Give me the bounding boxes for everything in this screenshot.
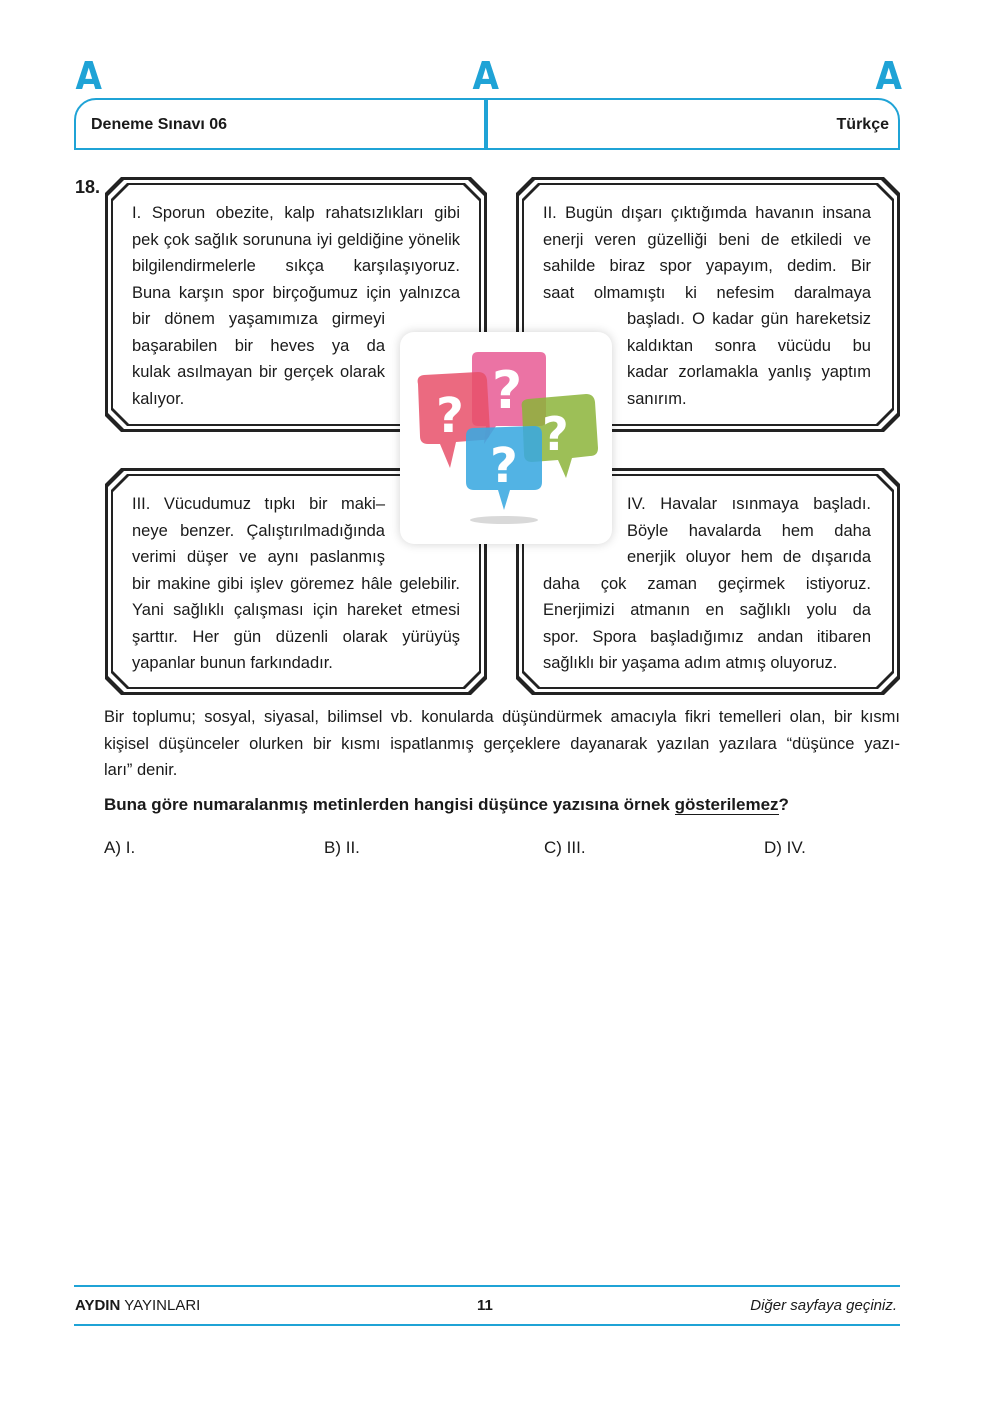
question-mark-green: ? — [542, 407, 569, 461]
choice-c[interactable]: C) III. — [544, 838, 586, 857]
question-prompt: Buna göre numaralanmış metinlerden hangisi düşünce yazısına örnek gösterilemez? — [104, 795, 789, 814]
question-mark-red: ? — [436, 388, 464, 444]
speech-bubbles-icon — [400, 332, 612, 544]
subject-title: Türkçe — [836, 116, 889, 133]
header-left-box — [74, 98, 486, 150]
booklet-letter-right: A — [875, 54, 902, 98]
text-1: I. Sporun obezite, kalp rahatsızlıkları gibi pek çok sağlık sorununa iyi geldiğine yönelik bilgilendirmelerle sıkça karşılaşıyoruz. Buna karşın spor birçoğumuz için yalnızca bir dönem yaşamımıza girmeyi başarabilen bir heves ya da kulak asılmayan bir gerçek olarak kalıyor. — [132, 204, 460, 408]
choice-d[interactable]: D) IV. — [764, 838, 806, 857]
page-number: 11 — [477, 1297, 493, 1314]
publisher-name: AYDIN YAYINLARI — [75, 1297, 201, 1314]
booklet-letter-left: A — [75, 54, 102, 98]
text-2: II. Bugün dışarı çıktığımda havanın insana enerji veren güzelliği beni de etkiledi ve sahilde biraz spor yapayım, dedim. Bir saat olmamıştı ki nefesim daralmaya başladı. O kadar gün hareketsiz kaldıktan sonra vücüdu bu kadar zorlamakla yanlış yaptım sanırım. — [543, 204, 871, 408]
header-right-box — [486, 98, 900, 150]
choice-b[interactable]: B) II. — [324, 838, 360, 857]
prompt-emphasis: gösterilemez — [674, 795, 779, 814]
question-mark-blue: ? — [490, 438, 518, 494]
text-3: III. Vücudumuz tıpkı bir maki– neye benzer. Çalıştırılmadığında verimi düşer ve aynı paslanmış bir makine gibi işlev göremez hâle gelebilir. Yani sağlıklı çalışması için hareket etmesi şarttır. Her gün düzenli olarak yürüyüş yapanlar bunun farkındadır. — [132, 495, 460, 672]
question-mark-pink: ? — [492, 361, 523, 421]
definition-paragraph: Bir toplumu; sosyal, siyasal, bilimsel vb. konularda düşündürmek amacıyla fikri temelleri olan, bir kısmı kişisel düşünceler olurken bir kısmı ispatlanmış gerçeklere dayanarak yazılan yazılara “düşünce yazı- ları” denir. — [104, 708, 900, 779]
question-bubbles-illustration — [400, 332, 612, 544]
footer-bottom-rule — [74, 1324, 900, 1326]
next-page-note: Diğer sayfaya geçiniz. — [750, 1297, 897, 1314]
booklet-letter-center: A — [472, 54, 499, 98]
question-number: 18. — [75, 177, 101, 197]
text-4: IV. Havalar ısınmaya başladı. Böyle havalarda hem daha enerjik oluyor hem de dışarıda daha çok zaman geçirmek istiyoruz. Enerjimizi atmanın en sağlıklı yolu da spor. Spora başladığımız andan itibaren sağlıklı bir yaşama adım atmış oluyoruz. — [543, 495, 871, 672]
footer-top-rule — [74, 1285, 900, 1287]
choice-a[interactable]: A) I. — [104, 838, 136, 857]
exam-title: Deneme Sınavı 06 — [91, 116, 228, 133]
